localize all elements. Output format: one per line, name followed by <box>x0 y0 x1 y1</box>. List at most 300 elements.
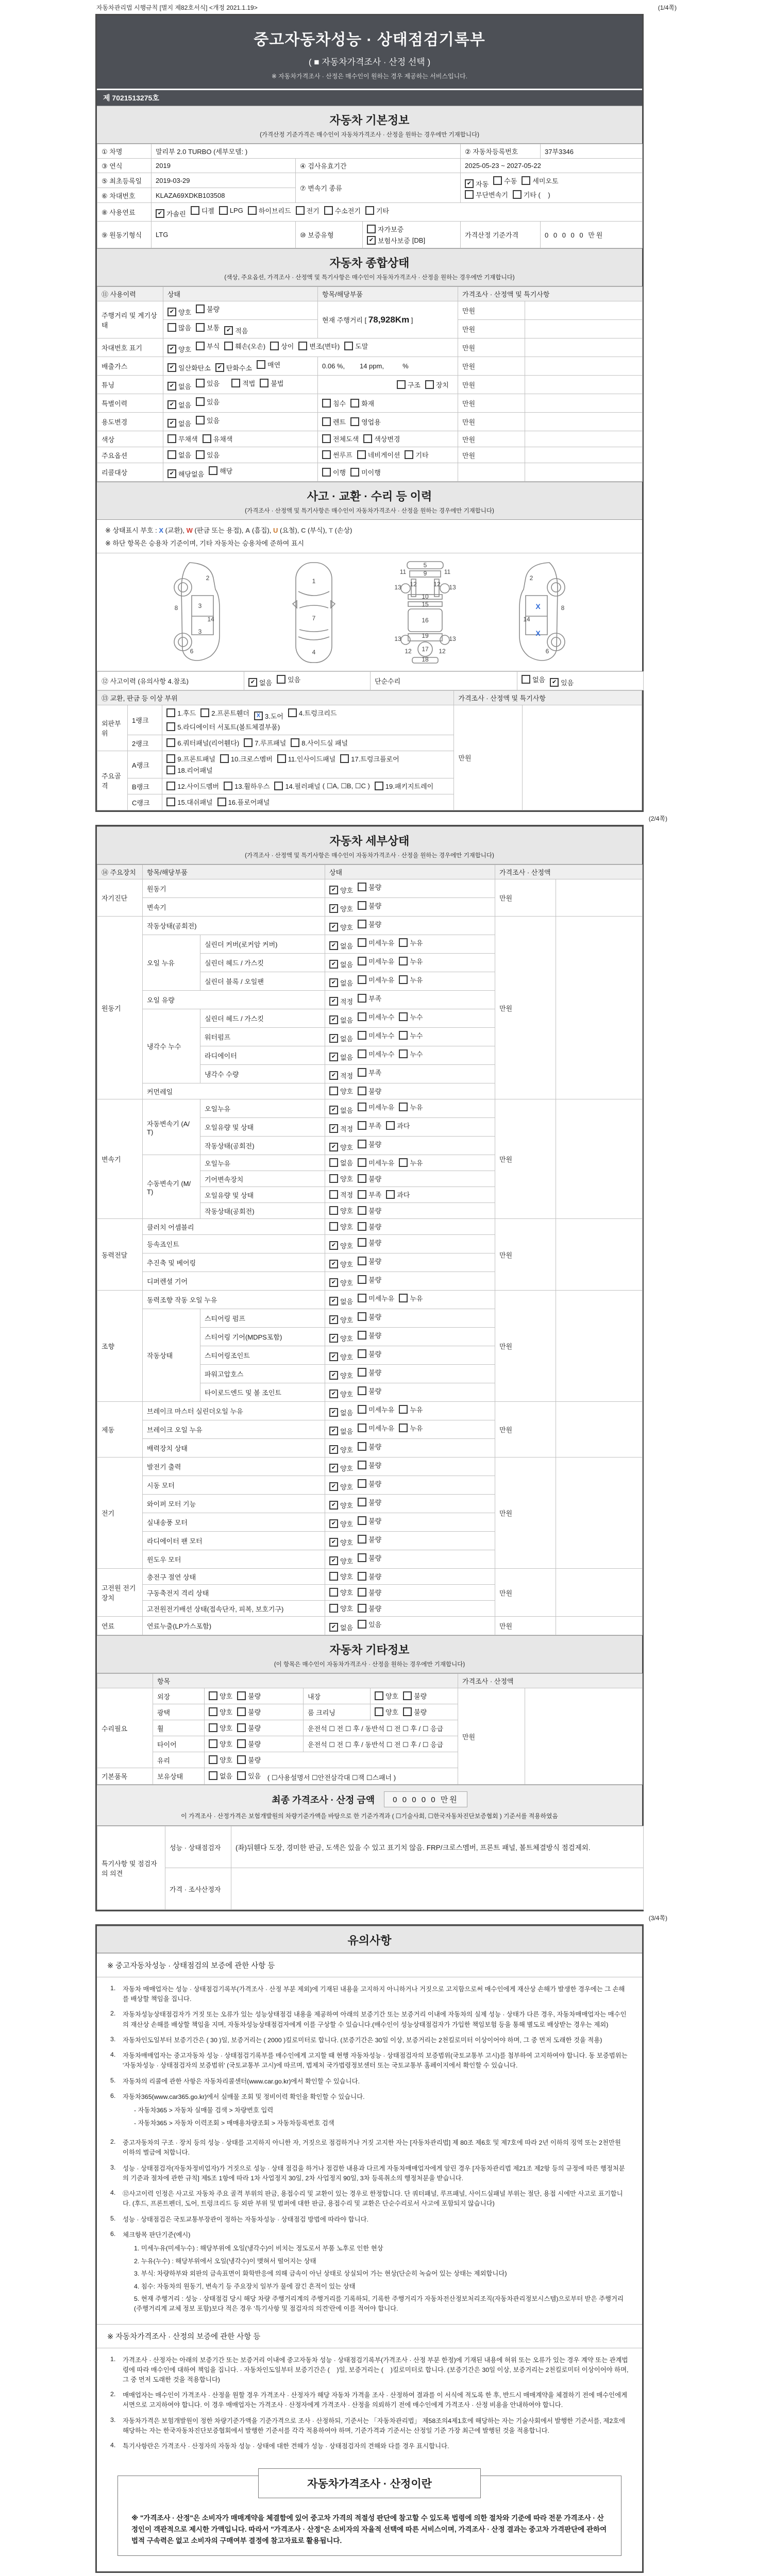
checked-box-icon[interactable]: ✔ <box>329 1482 338 1491</box>
empty-box-icon[interactable] <box>220 754 229 763</box>
empty-box-icon[interactable] <box>231 379 240 387</box>
empty-box-icon[interactable] <box>209 466 217 475</box>
checkbox-세미오토[interactable] <box>522 176 558 185</box>
empty-box-icon[interactable] <box>209 1723 217 1732</box>
checkbox-양호[interactable] <box>329 1086 353 1096</box>
checkbox-양호[interactable] <box>329 1500 353 1510</box>
empty-box-icon[interactable] <box>358 1158 366 1167</box>
empty-box-icon[interactable] <box>358 1103 366 1111</box>
checked-box-icon[interactable]: ✔ <box>167 469 176 478</box>
checkbox-누유[interactable] <box>399 975 423 985</box>
empty-box-icon[interactable] <box>358 1572 366 1581</box>
empty-box-icon[interactable] <box>270 342 279 350</box>
checked-box-icon[interactable]: ✔ <box>224 326 233 335</box>
checkbox-있음[interactable] <box>196 450 220 460</box>
checked-box-icon[interactable]: ✔ <box>167 419 176 428</box>
checkbox-2.프론트휀더[interactable] <box>200 708 249 718</box>
checkbox-가솔린[interactable] <box>156 209 186 218</box>
checked-box-icon[interactable]: ✔ <box>167 400 176 409</box>
checkbox-없음[interactable] <box>329 978 353 988</box>
checkbox-없음[interactable] <box>167 418 191 428</box>
empty-box-icon[interactable] <box>196 397 205 406</box>
checkbox-누유[interactable] <box>399 938 423 947</box>
checked-box-icon[interactable]: ✔ <box>167 345 176 353</box>
empty-box-icon[interactable] <box>522 176 530 185</box>
checkbox-색상변경[interactable] <box>363 434 400 444</box>
checkbox-적정[interactable] <box>329 1124 353 1133</box>
empty-box-icon[interactable] <box>329 1174 338 1183</box>
empty-box-icon[interactable] <box>358 1206 366 1215</box>
checkbox-미세누유[interactable] <box>358 1158 394 1167</box>
empty-box-icon[interactable] <box>399 1031 408 1040</box>
empty-box-icon[interactable] <box>358 1190 366 1199</box>
checkbox-양호[interactable] <box>329 1587 353 1597</box>
checkbox-양호[interactable] <box>375 1691 398 1701</box>
checkbox-미세누수[interactable] <box>358 1049 394 1059</box>
checkbox-양호[interactable] <box>329 1370 353 1380</box>
empty-box-icon[interactable] <box>399 938 408 947</box>
checked-box-icon[interactable]: ✔ <box>329 1464 338 1472</box>
empty-box-icon[interactable] <box>166 766 175 774</box>
checked-box-icon[interactable]: ✔ <box>550 678 559 687</box>
empty-box-icon[interactable] <box>358 1140 366 1148</box>
checkbox-불량[interactable] <box>237 1691 261 1701</box>
empty-box-icon[interactable] <box>257 360 265 369</box>
empty-box-icon[interactable] <box>358 1588 366 1597</box>
empty-box-icon[interactable] <box>237 1723 246 1732</box>
checkbox-양호[interactable] <box>329 1445 353 1454</box>
checkbox-이행[interactable] <box>322 467 346 477</box>
empty-box-icon[interactable] <box>358 1498 366 1506</box>
empty-box-icon[interactable] <box>403 1707 412 1716</box>
empty-box-icon[interactable] <box>322 468 331 477</box>
empty-box-icon[interactable] <box>358 1535 366 1544</box>
checkbox-있음[interactable] <box>550 677 574 687</box>
checkbox-기타 ( )[interactable] <box>513 190 550 199</box>
checkbox-불량[interactable] <box>358 1516 381 1526</box>
empty-box-icon[interactable] <box>217 798 226 806</box>
checkbox-불량[interactable] <box>358 1330 381 1340</box>
empty-box-icon[interactable] <box>399 1423 408 1432</box>
checkbox-불량[interactable] <box>196 304 220 314</box>
empty-box-icon[interactable] <box>196 304 205 313</box>
empty-box-icon[interactable] <box>350 399 359 408</box>
checkbox-썬루프[interactable] <box>322 450 352 460</box>
empty-box-icon[interactable] <box>237 1707 246 1716</box>
empty-box-icon[interactable] <box>209 1771 217 1780</box>
empty-box-icon[interactable] <box>324 206 333 215</box>
checkbox-9.프론트패널[interactable] <box>166 754 215 764</box>
checked-box-icon[interactable]: ✔ <box>329 1034 338 1043</box>
checkbox-부족[interactable] <box>358 1067 381 1077</box>
checkbox-네비게이션[interactable] <box>357 450 400 460</box>
checkbox-6.쿼터패널(리어휀다)[interactable] <box>166 738 239 748</box>
empty-box-icon[interactable] <box>375 1691 383 1700</box>
checkbox-없음[interactable] <box>329 1622 353 1632</box>
empty-box-icon[interactable] <box>358 957 366 965</box>
empty-box-icon[interactable] <box>358 1222 366 1231</box>
checkbox-없음[interactable] <box>329 1052 353 1062</box>
checkbox-일산화탄소[interactable] <box>167 363 211 372</box>
checkbox-렌트[interactable] <box>322 417 346 427</box>
checkbox-8.사이드실 패널[interactable] <box>291 738 348 748</box>
checkbox-없음[interactable] <box>329 1015 353 1025</box>
checkbox-불량[interactable] <box>358 1206 381 1215</box>
empty-box-icon[interactable] <box>358 1368 366 1377</box>
empty-box-icon[interactable] <box>513 190 522 199</box>
checkbox-불량[interactable] <box>358 1238 381 1247</box>
checked-box-icon[interactable]: ✔ <box>465 179 474 188</box>
checkbox-없음[interactable] <box>167 381 191 391</box>
empty-box-icon[interactable] <box>344 342 353 350</box>
empty-box-icon[interactable] <box>167 323 176 332</box>
checkbox-불량[interactable] <box>358 1497 381 1507</box>
empty-box-icon[interactable] <box>296 206 305 215</box>
checkbox-양호[interactable] <box>329 1259 353 1269</box>
checked-box-icon[interactable]: ✔ <box>329 1408 338 1417</box>
checked-box-icon[interactable]: ✔ <box>329 1315 338 1324</box>
checkbox-불량[interactable] <box>358 1553 381 1563</box>
checkbox-불량[interactable] <box>403 1691 427 1701</box>
checkbox-보험사보증[interactable] <box>367 235 425 245</box>
checkbox-있음[interactable] <box>277 674 300 684</box>
empty-box-icon[interactable] <box>358 1068 366 1077</box>
empty-box-icon[interactable] <box>358 1031 366 1040</box>
checkbox-없음[interactable] <box>248 677 272 687</box>
checkbox-불량[interactable] <box>358 901 381 910</box>
checkbox-부족[interactable] <box>358 1190 381 1199</box>
empty-box-icon[interactable] <box>358 1275 366 1284</box>
checkbox-많음[interactable] <box>167 323 191 332</box>
empty-box-icon[interactable] <box>405 450 413 459</box>
checkbox-적정[interactable] <box>329 1190 353 1199</box>
empty-box-icon[interactable] <box>274 782 283 790</box>
empty-box-icon[interactable] <box>166 738 175 747</box>
checkbox-침수[interactable] <box>322 398 346 408</box>
checkbox-불량[interactable] <box>237 1723 261 1733</box>
empty-box-icon[interactable] <box>358 1312 366 1321</box>
empty-box-icon[interactable] <box>166 798 175 806</box>
empty-box-icon[interactable] <box>465 190 474 199</box>
checkbox-없음[interactable] <box>329 959 353 969</box>
checked-box-icon[interactable]: ✔ <box>167 308 176 316</box>
checked-box-icon[interactable]: ✔ <box>329 1538 338 1547</box>
checked-box-icon[interactable]: ✔ <box>329 904 338 913</box>
checked-box-icon[interactable]: ✔ <box>329 960 338 969</box>
empty-box-icon[interactable] <box>277 675 285 684</box>
empty-box-icon[interactable] <box>399 1405 408 1414</box>
checked-box-icon[interactable]: ✔ <box>367 236 376 245</box>
empty-box-icon[interactable] <box>329 1190 338 1199</box>
checkbox-해당[interactable] <box>209 466 232 476</box>
empty-box-icon[interactable] <box>322 450 331 459</box>
checkbox-무채색[interactable] <box>167 434 198 444</box>
checkbox-누유[interactable] <box>399 1158 423 1167</box>
empty-box-icon[interactable] <box>219 206 228 215</box>
checked-box-icon[interactable]: ✔ <box>329 1623 338 1632</box>
checkbox-양호[interactable] <box>375 1707 398 1717</box>
checkbox-3.도어[interactable] <box>254 711 283 721</box>
empty-box-icon[interactable] <box>209 1755 217 1764</box>
checkbox-없음[interactable] <box>329 1296 353 1306</box>
checkbox-양호[interactable] <box>329 1278 353 1287</box>
checked-box-icon[interactable]: ✔ <box>329 1143 338 1151</box>
checkbox-없음[interactable] <box>329 1033 353 1043</box>
empty-box-icon[interactable] <box>375 1707 383 1716</box>
checked-box-icon[interactable]: ✔ <box>329 1053 338 1061</box>
checked-box-icon[interactable]: ✔ <box>167 382 176 391</box>
checkbox-기타[interactable] <box>365 206 389 215</box>
checkbox-있음[interactable] <box>196 397 220 406</box>
checkbox-양호[interactable] <box>329 1241 353 1250</box>
checked-box-icon[interactable]: ✔ <box>215 363 224 372</box>
empty-box-icon[interactable] <box>209 1707 217 1716</box>
empty-box-icon[interactable] <box>358 1238 366 1247</box>
checkbox-미세누수[interactable] <box>358 1012 394 1022</box>
empty-box-icon[interactable] <box>358 920 366 928</box>
checkbox-무단변속기[interactable] <box>465 190 508 199</box>
checkbox-양호[interactable] <box>329 1463 353 1473</box>
checkbox-양호[interactable] <box>329 1519 353 1529</box>
empty-box-icon[interactable] <box>166 722 175 731</box>
empty-box-icon[interactable] <box>358 901 366 910</box>
checkbox-양호[interactable] <box>329 1482 353 1492</box>
checkbox-변조(변타)[interactable] <box>298 341 340 351</box>
empty-box-icon[interactable] <box>329 1572 338 1581</box>
checkbox-적음[interactable] <box>224 326 248 335</box>
checkbox-양호[interactable] <box>209 1691 232 1701</box>
checked-box-icon[interactable]: ✔ <box>329 1519 338 1528</box>
empty-box-icon[interactable] <box>322 399 331 408</box>
checkbox-양호[interactable] <box>329 1206 353 1215</box>
checkbox-적법[interactable] <box>231 378 255 388</box>
checkbox-없음[interactable] <box>209 1771 232 1781</box>
empty-box-icon[interactable] <box>329 1158 338 1167</box>
empty-box-icon[interactable] <box>403 1691 412 1700</box>
empty-box-icon[interactable] <box>358 1331 366 1340</box>
checkbox-기타[interactable] <box>405 450 428 460</box>
checkbox-12.사이드멤버[interactable] <box>166 781 219 791</box>
checkbox-양호[interactable] <box>329 1352 353 1362</box>
empty-box-icon[interactable] <box>350 417 359 426</box>
checked-box-icon[interactable]: ✔ <box>329 997 338 1006</box>
empty-box-icon[interactable] <box>224 782 232 790</box>
checkbox-불량[interactable] <box>358 1367 381 1377</box>
empty-box-icon[interactable] <box>237 1739 246 1748</box>
empty-box-icon[interactable] <box>167 450 176 459</box>
checkbox-미세누유[interactable] <box>358 956 394 966</box>
empty-box-icon[interactable] <box>329 1222 338 1231</box>
empty-box-icon[interactable] <box>244 738 253 747</box>
checked-box-icon[interactable]: ✔ <box>329 1556 338 1565</box>
checkbox-양호[interactable] <box>329 1142 353 1152</box>
checkbox-누유[interactable] <box>399 1293 423 1303</box>
checkbox-불량[interactable] <box>358 1222 381 1231</box>
checkbox-LPG[interactable] <box>219 206 243 215</box>
checkbox-미세누유[interactable] <box>358 975 394 985</box>
checkbox-양호[interactable] <box>329 1333 353 1343</box>
checkbox-양호[interactable] <box>329 1603 353 1613</box>
empty-box-icon[interactable] <box>399 1103 408 1111</box>
checked-box-icon[interactable]: ✔ <box>329 923 338 931</box>
checkbox-매연[interactable] <box>257 360 280 369</box>
checked-box-icon[interactable]: ✔ <box>329 1241 338 1250</box>
checkbox-불량[interactable] <box>358 1275 381 1284</box>
checkbox-미세누수[interactable] <box>358 1030 394 1040</box>
checkbox-양호[interactable] <box>209 1723 232 1733</box>
checkbox-양호[interactable] <box>329 1537 353 1547</box>
empty-box-icon[interactable] <box>277 754 286 763</box>
checkbox-양호[interactable] <box>329 904 353 913</box>
checkbox-양호[interactable] <box>167 344 191 354</box>
checkbox-수동[interactable] <box>493 176 517 185</box>
empty-box-icon[interactable] <box>358 975 366 984</box>
checkbox-누유[interactable] <box>399 1404 423 1414</box>
checkbox-4.트렁크리드[interactable] <box>288 708 337 718</box>
checkbox-불량[interactable] <box>358 1256 381 1266</box>
checked-box-icon[interactable]: ✔ <box>329 1015 338 1024</box>
empty-box-icon[interactable] <box>196 416 205 425</box>
checkbox-미세누유[interactable] <box>358 1404 394 1414</box>
empty-box-icon[interactable] <box>358 1516 366 1525</box>
checkbox-화재[interactable] <box>350 398 374 408</box>
empty-box-icon[interactable] <box>196 323 205 332</box>
checkbox-부족[interactable] <box>358 1121 381 1130</box>
empty-box-icon[interactable] <box>358 1257 366 1265</box>
empty-box-icon[interactable] <box>358 1012 366 1021</box>
checkbox-18.리어패널[interactable] <box>166 765 212 775</box>
checkbox-과다[interactable] <box>386 1190 410 1199</box>
checkbox-없음[interactable] <box>167 450 191 460</box>
checkbox-불량[interactable] <box>358 1442 381 1451</box>
checkbox-부족[interactable] <box>358 993 381 1003</box>
checkbox-불량[interactable] <box>358 1349 381 1359</box>
checkbox-미세누유[interactable] <box>358 1423 394 1433</box>
empty-box-icon[interactable] <box>358 1386 366 1395</box>
empty-box-icon[interactable] <box>329 1588 338 1597</box>
checked-box-icon[interactable]: ✔ <box>329 1427 338 1435</box>
checkbox-양호[interactable] <box>329 922 353 932</box>
checkbox-부식[interactable] <box>196 341 220 351</box>
empty-box-icon[interactable] <box>399 975 408 984</box>
checkbox-장치[interactable] <box>425 380 449 389</box>
empty-box-icon[interactable] <box>167 434 176 443</box>
empty-box-icon[interactable] <box>493 176 502 185</box>
empty-box-icon[interactable] <box>522 675 530 684</box>
checked-box-icon[interactable]: ✔ <box>167 363 176 372</box>
checked-box-icon[interactable]: ✔ <box>329 1260 338 1268</box>
checked-box-icon[interactable]: ✔ <box>329 1371 338 1380</box>
empty-box-icon[interactable] <box>363 434 372 443</box>
checkbox-14.필러패널[interactable] <box>274 781 369 791</box>
checkbox-있음[interactable] <box>358 1619 381 1629</box>
empty-box-icon[interactable] <box>365 206 374 215</box>
checked-box-icon[interactable]: ✔ <box>329 1106 338 1114</box>
checked-box-icon[interactable]: ✔ <box>329 886 338 894</box>
empty-box-icon[interactable] <box>196 379 205 387</box>
checkbox-없음[interactable] <box>167 400 191 410</box>
empty-box-icon[interactable] <box>350 468 359 477</box>
empty-box-icon[interactable] <box>397 380 406 389</box>
checkbox-양호[interactable] <box>329 885 353 895</box>
checkbox-13.휠하우스[interactable] <box>224 781 270 791</box>
checked-box-icon[interactable]: ✔ <box>329 1352 338 1361</box>
empty-box-icon[interactable] <box>196 342 205 350</box>
empty-box-icon[interactable] <box>298 342 307 350</box>
checkbox-양호[interactable] <box>209 1739 232 1749</box>
empty-box-icon[interactable] <box>367 225 376 233</box>
checkbox-구조[interactable] <box>397 380 421 389</box>
empty-box-icon[interactable] <box>322 434 331 443</box>
checkbox-불량[interactable] <box>358 1139 381 1149</box>
checkbox-15.대쉬패널[interactable] <box>166 797 212 807</box>
empty-box-icon[interactable] <box>357 450 366 459</box>
checkbox-불량[interactable] <box>358 919 381 929</box>
empty-box-icon[interactable] <box>386 1121 395 1130</box>
checkbox-불량[interactable] <box>358 1312 381 1321</box>
checkbox-5.라디에이터 서포트(볼트체결부품)[interactable] <box>166 722 280 732</box>
checkbox-누수[interactable] <box>399 1030 423 1040</box>
checkbox-없음[interactable] <box>329 1426 353 1436</box>
checkbox-누수[interactable] <box>399 1012 423 1022</box>
empty-box-icon[interactable] <box>358 1049 366 1058</box>
checkbox-과다[interactable] <box>386 1121 410 1130</box>
checked-box-icon[interactable]: ✔ <box>329 941 338 950</box>
checkbox-미세누유[interactable] <box>358 1293 394 1303</box>
checkbox-불량[interactable] <box>358 1603 381 1613</box>
checkbox-11.인사이드패널[interactable] <box>277 754 335 764</box>
empty-box-icon[interactable] <box>399 1049 408 1058</box>
checkbox-10.크로스멤버[interactable] <box>220 754 273 764</box>
checkbox-불법[interactable] <box>260 378 283 388</box>
checkbox-영업용[interactable] <box>350 417 381 427</box>
empty-box-icon[interactable] <box>399 1294 408 1302</box>
empty-box-icon[interactable] <box>358 994 366 1003</box>
checkbox-불량[interactable] <box>358 1086 381 1096</box>
empty-box-icon[interactable] <box>203 434 211 443</box>
checkbox-불량[interactable] <box>403 1707 427 1717</box>
checkbox-탄화수소[interactable] <box>215 363 252 372</box>
checkbox-유채색[interactable] <box>203 434 233 444</box>
checked-box-icon[interactable]: ✔ <box>329 1071 338 1080</box>
empty-box-icon[interactable] <box>358 1349 366 1358</box>
checkbox-17.트렁크플로어[interactable] <box>340 754 399 764</box>
empty-box-icon[interactable] <box>358 1087 366 1095</box>
empty-box-icon[interactable] <box>399 1012 408 1021</box>
checkbox-미이행[interactable] <box>350 467 381 477</box>
checked-box-icon[interactable]: ✔ <box>156 209 164 218</box>
checkbox-해당없음[interactable] <box>167 469 204 479</box>
empty-box-icon[interactable] <box>358 1294 366 1302</box>
checkbox-있음[interactable] <box>196 415 220 425</box>
empty-box-icon[interactable] <box>399 1158 408 1167</box>
empty-box-icon[interactable] <box>209 1739 217 1748</box>
empty-box-icon[interactable] <box>237 1691 246 1700</box>
checkbox-양호[interactable] <box>329 1556 353 1566</box>
checkbox-7.루프패널[interactable] <box>244 738 286 748</box>
empty-box-icon[interactable] <box>358 1553 366 1562</box>
checkbox-양호[interactable] <box>329 1222 353 1231</box>
empty-box-icon[interactable] <box>358 1461 366 1469</box>
checkbox-불량[interactable] <box>358 1534 381 1544</box>
checkbox-적정[interactable] <box>329 996 353 1006</box>
checkbox-훼손(오손)[interactable] <box>224 341 265 351</box>
empty-box-icon[interactable] <box>166 708 175 717</box>
empty-box-icon[interactable] <box>358 938 366 947</box>
checkbox-디젤[interactable] <box>191 206 214 215</box>
checkbox-누유[interactable] <box>399 1423 423 1433</box>
checkbox-양호[interactable] <box>329 1571 353 1581</box>
